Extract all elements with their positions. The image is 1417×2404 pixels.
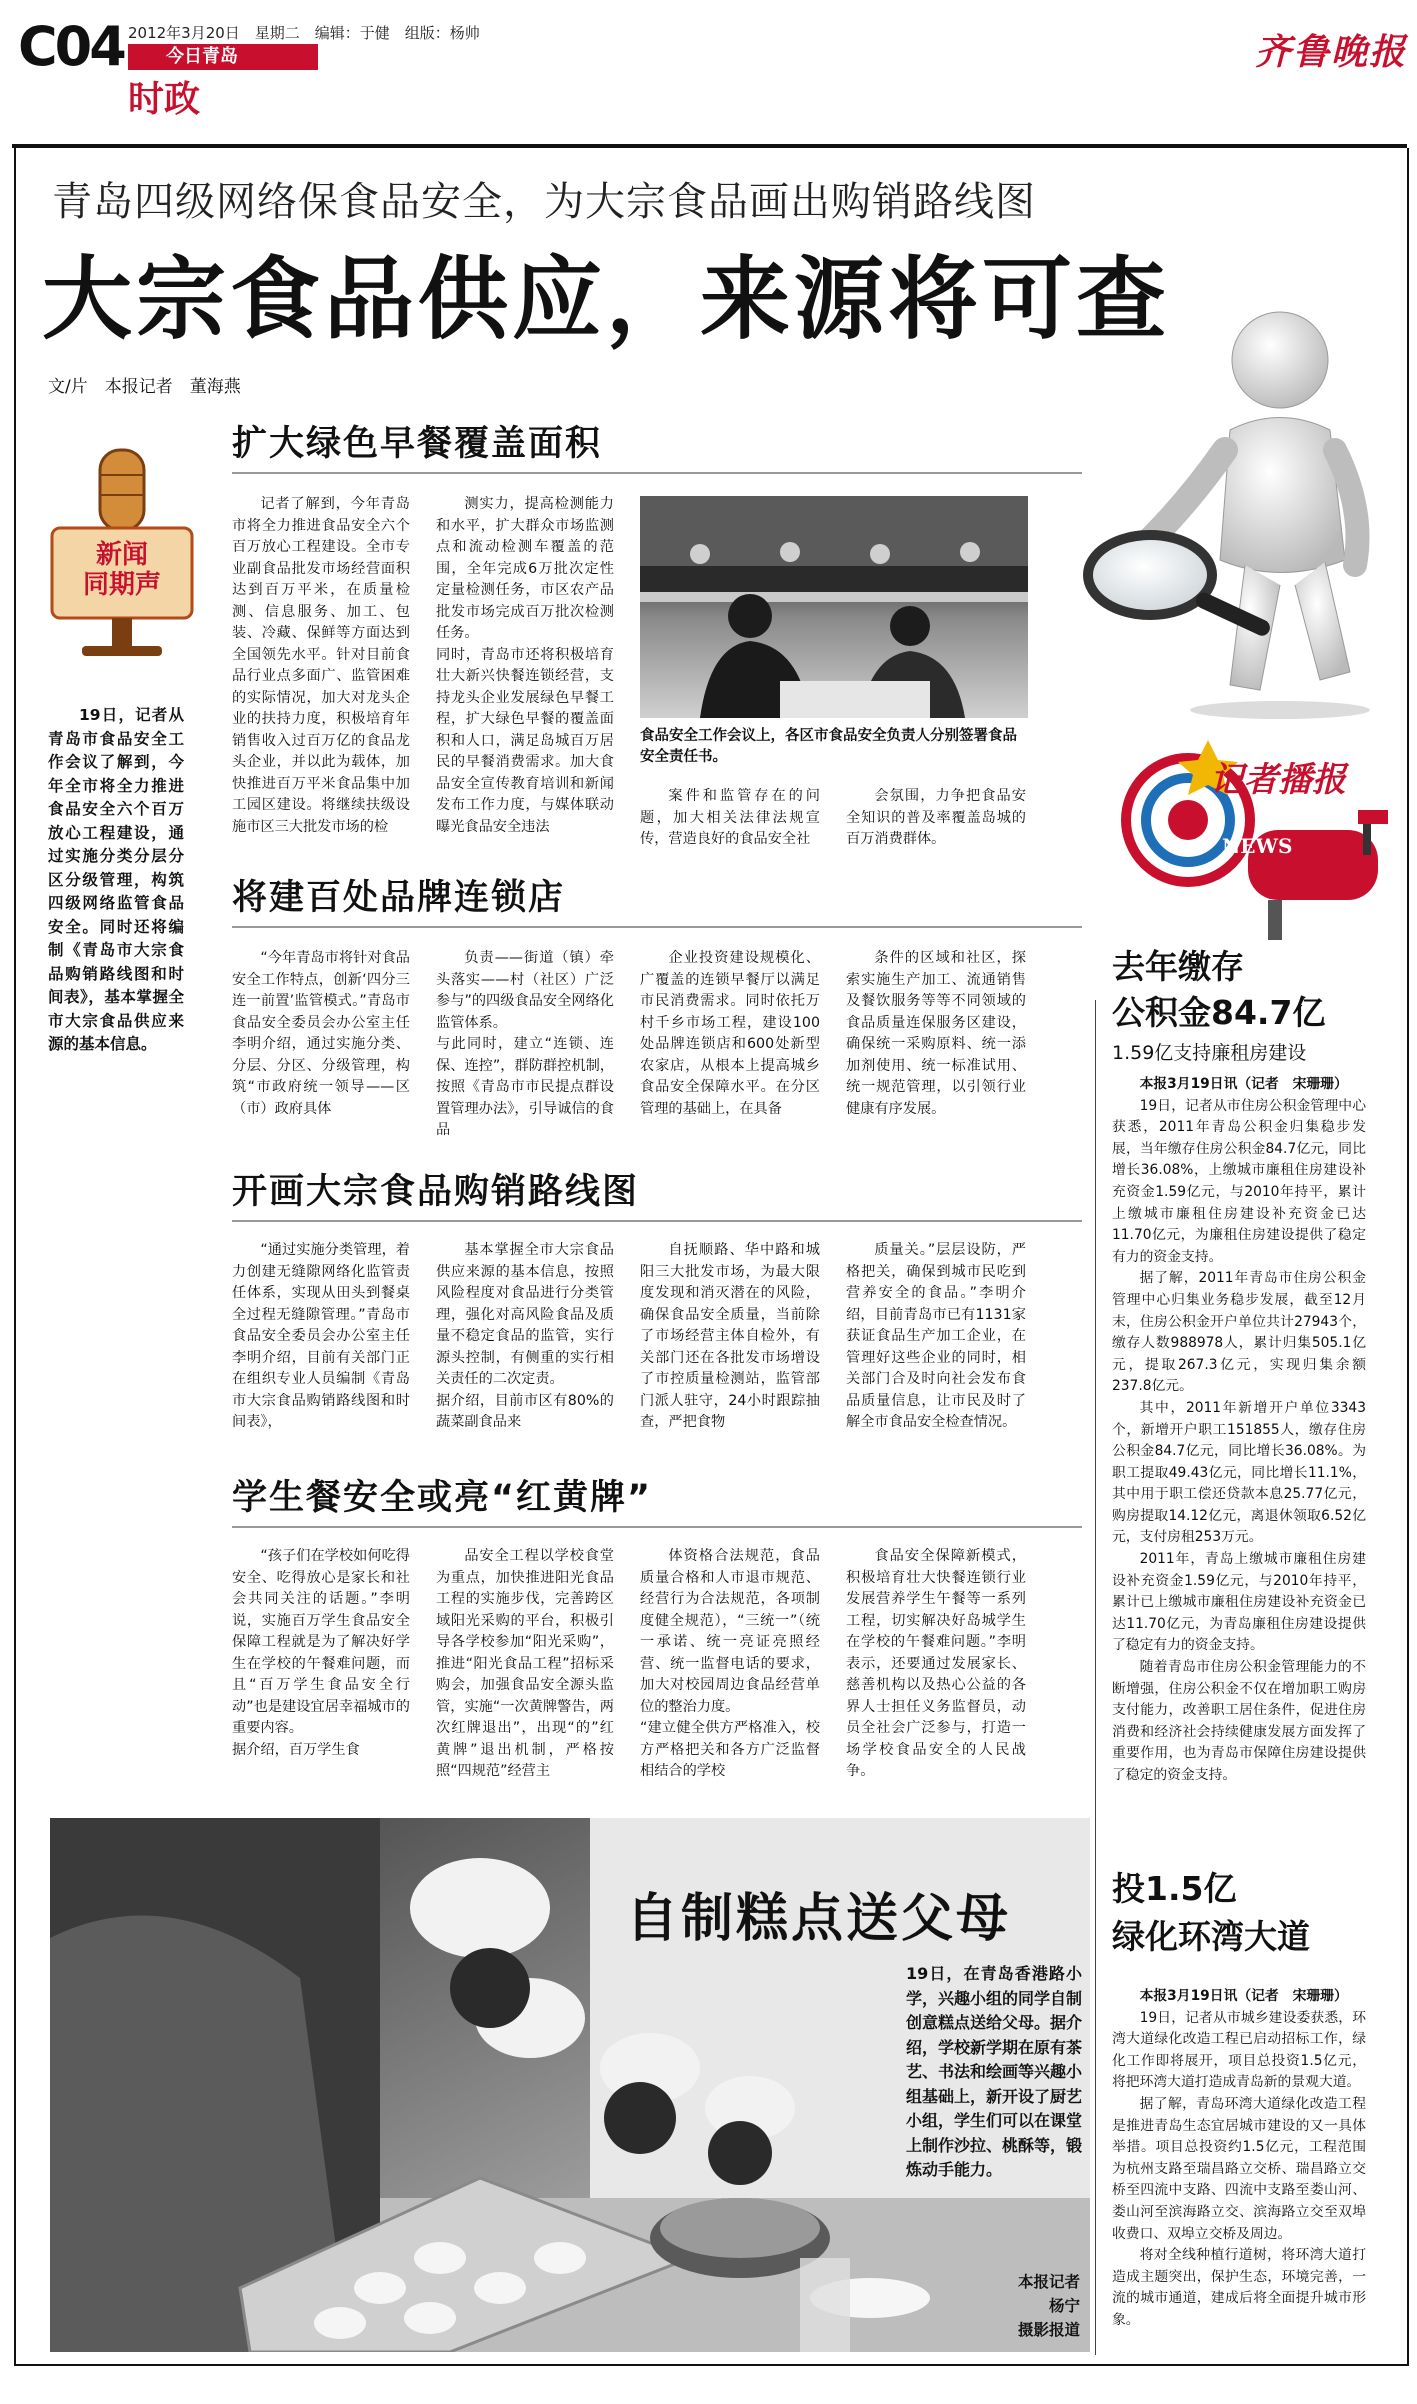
article-headline: 大宗食品供应，来源将可查 [42,247,1170,352]
article-kicker: 青岛四级网络保食品安全，为大宗食品画出购销路线图 [52,179,1036,225]
subhead-student-meals: 学生餐安全或亮“红黄牌” [232,1476,1082,1528]
photo-credit-line1: 本报记者 [1017,2273,1080,2291]
brief2-paragraph: 将对全线种植行道树，将环湾大道打造成主题突出，保护生态，环境完善，一流的城市通道，建成后将全面提升城市形象。 [1112,2247,1366,2328]
brief2-paragraph: 据了解，青岛环湾大道绿化改造工程是推进青岛生态宜居城市建设的又一具体举措。项目总投资约1.5亿元，工程范围为杭州支路至瑞昌路立交桥、瑞昌路立交桥至四流中支路、四流中支路至娄山河、娄山河至滨海路立交、滨海路立交至双埠收费口、双埠立交桥及周边。 [1112,2095,1366,2242]
section4-col4 [846,1546,1026,1790]
mailbox-news-label: NEWS [1222,834,1293,858]
article-byline: 文/片 本报记者 董海燕 [48,377,241,397]
section1-col3-text: 案件和监管存在的问题，加大相关法律法规宣传，营造良好的食品安全社 [640,788,820,847]
section4-col2-text: 品安全工程以学校食堂为重点，加快推进阳光食品工程的实施步伐，完善跨区域阳光采购的平台，积极引导各学校参加“阳光采购”，推进“阳光食品工程”招标采购会，加强食品安全源头监管，实施“一次黄牌警告，两次红牌退出”，出现“的”红黄牌”退出机制，严格按照“四规范”经营主 [436,1548,614,1779]
section3-col3 [640,1240,820,1462]
section4-col1 [232,1546,410,1790]
brief1-title-line1: 去年缴存 [1112,947,1244,986]
brief1-paragraph: 19日，记者从市住房公积金管理中心获悉，2011年青岛公积金归集稳步发展，当年缴存住房公积金84.7亿元，同比增长36.08%，上缴城市廉租住房建设补充资金1.59亿元，与2010年持平，累计上缴城市廉租住房建设补充资金已达11.70亿元，为廉租住房建设提供了稳定有力的资金支持。 [1112,1097,1366,1265]
section2-col1 [232,948,410,1148]
newspaper-logo: 齐鲁晚报 [1255,31,1408,73]
page-number: C04 [18,15,124,78]
photo-credit-line3: 摄影报道 [1017,2321,1080,2339]
section1-col4 [846,786,1026,866]
section4-col2 [436,1546,614,1790]
section4-col4-text: 食品安全保障新模式，积极培育壮大快餐连锁行业发展营养学生午餐等一系列工程，切实解决好岛城学生在学校的午餐难问题。”李明表示，还要通过发展家长、慈善机构以及热心公益的各界人士担任义务监督员，动员全社会广泛参与，打造一场学校食品安全的人民战争。 [846,1548,1026,1779]
brief1-body [1112,1074,1366,1850]
section1-col4-text: 会氛围，力争把食品安全知识的普及率覆盖岛城的百万消费群体。 [846,788,1026,847]
subhead-purchase-route: 开画大宗食品购销路线图 [232,1170,1082,1222]
meeting-photo [640,496,1028,718]
brief2-title-line1: 投1.5亿 [1112,1869,1237,1908]
photo-credit-line2: 杨宁 [1048,2297,1080,2315]
brief1-subtitle: 1.59亿支持廉租房建设 [1112,1042,1307,1064]
section2-col2 [436,948,614,1148]
section3-col2 [436,1240,614,1462]
brief2-dateline: 本报3月19日讯（记者 宋珊珊） [1139,1988,1348,2004]
section1-col2-text: 测实力，提高检测能力和水平，扩大群众市场监测点和流动检测车覆盖的范围，全年完成6万批次定性定量检测任务，市区农产品批发市场完成百万批次检测任务。 同时，青岛市还将积极培育壮大新兴快餐连锁经营，支持龙头企业发展绿色早餐工程，扩大绿色早餐的覆盖面积和人口，满足岛城百万居民的早餐消费需求。加大食品安全宣传教育培训和新闻发布工作力度，与媒体联动曝光食品安全违法 [436,496,614,835]
section2-col3 [640,948,820,1148]
reporter-broadcast-label: 记者播报 [1210,760,1346,800]
section1-col1 [232,494,410,864]
brief2-title-line2: 绿化环湾大道 [1112,1917,1310,1956]
subhead-green-breakfast: 扩大绿色早餐覆盖面积 [232,422,1082,474]
section2-col4-text: 条件的区域和社区，探索实施生产加工、流通销售及餐饮服务等等不同领域的食品质量连保服务区建设，确保统一采购原料、统一添加剂使用、统一标准试用、统一规范管理，以引领行业健康有序发展。 [846,950,1026,1117]
lead-paragraph: 19日，记者从青岛市食品安全工作会议了解到，今年全市将全力推进食品安全六个百万放心工程建设，通过实施分类分层分区分级管理，构筑四级网络监管食品安全。同时还将编制《青岛市大宗食品购销路线图和时间表》，基本掌握全市大宗食品供应来源的基本信息。 [48,706,184,1053]
brief1-paragraph: 据了解，2011年青岛市住房公积金管理中心归集业务稳步发展，截至12月末，住房公积金开户单位共计27943个，缴存人数988978人，累计归集505.1亿元，提取267.3亿元，实现归集余额237.8亿元。 [1112,1270,1366,1395]
subhead-brand-stores: 将建百处品牌连锁店 [232,876,1082,928]
section-tag: 今日青岛 [128,44,318,70]
brief1-paragraph: 随着青岛市住房公积金管理能力的不断增强，住房公积金不仅在增加职工购房支付能力，改善职工居住条件，促进住房消费和经济社会持续健康发展方面发挥了重要作用，也为青岛市保障住房建设提供了稳定的资金支持。 [1112,1659,1366,1783]
section3-col2-text: 基本掌握全市大宗食品供应来源的基本信息，按照风险程度对食品进行分类管理，强化对高风险食品及质量不稳定食品的监管，实行源头控制，有侧重的实行相关责任的二次定责。 据介绍，目前市区有80%的蔬菜副食品来 [436,1242,614,1430]
badge-label: 新闻 同期声 [82,540,161,600]
sidebar-divider [1095,1000,1096,2355]
meeting-photo-caption: 食品安全工作会议上，各区市食品安全负责人分别签署食品安全责任书。 [640,728,1017,765]
brief1-paragraph: 其中，2011年新增开户单位3343个，新增开户职工151855人，缴存住房公积金84.7亿元，同比增长36.08%。为职工提取49.43亿元，同比增长11.1%，其中用于职工偿还贷款本息25.77亿元，购房提取14.12亿元，离退休领取6.52亿元，支付房租253万元。 [1112,1399,1366,1546]
section3-col4-text: 质量关。”层层设防，严格把关，确保到城市民吃到营养安全的食品。”李明介绍，目前青岛市已有1131家获证食品生产加工企业，在管理好这些企业的同时，相关部门合及时向社会发布食品质量信息，让市民及时了解全市食品安全检查情况。 [846,1242,1026,1430]
section2-col3-text: 企业投资建设规模化、广覆盖的连锁早餐厅以满足市民消费需求。同时依托万村千乡市场工程，建设100处品牌连锁店和600处新型农家店，从根本上提高城乡食品安全保障水平。在分区管理的基础上，在具备 [640,950,820,1117]
brief2-paragraph: 19日，记者从市城乡建设委获悉，环湾大道绿化改造工程已启动招标工作，绿化工作即将展开，项目总投资1.5亿元，将把环湾大道打造成青岛新的景观大道。 [1112,2009,1366,2091]
section3-col4 [846,1240,1026,1462]
section4-col3 [640,1546,820,1790]
section1-col3 [640,786,820,866]
brief2-body [1112,1986,1366,2356]
section3-col1-text: “通过实施分类管理，着力创建无缝隙网络化监管责任体系，实现从田头到餐桌全过程无缝隙管理。”青岛市食品安全委员会办公室主任李明介绍，目前有关部门正在组织专业人员编制《青岛市大宗食品购销路线图和时间表》， [232,1242,410,1430]
section3-col1 [232,1240,410,1462]
issue-meta: 2012年3月20日 星期二 编辑：于健 组版：杨帅 [128,24,480,42]
section1-col2 [436,494,614,864]
article-lead [48,704,184,1150]
brief1-title-line2: 公积金84.7亿 [1112,993,1326,1032]
section4-col1-text: “孩子们在学校如何吃得安全、吃得放心是家长和社会共同关注的话题。”李明说，实施百万学生食品安全保障工程就是为了解决好学生在学校的午餐难问题，而且“百万学生食品安全行动”也是建设宜居幸福城市的重要内容。 据介绍，百万学生食 [232,1548,410,1758]
section2-col2-text: 负责——街道（镇）牵头落实——村（社区）广泛参与”的四级食品安全网络化监管体系。 与此同时，建立“连锁、连保、连控”，群防群控机制，按照《青岛市市民提点群设置管理办法》，引导诚信的食品 [436,950,614,1138]
magnifier-figure-icon [1080,300,1380,720]
photo-feature-title: 自制糕点送父母 [626,1889,1012,1949]
meeting-photo-scene-icon [640,496,1028,718]
section1-col1-text: 记者了解到，今年青岛市将全力推进食品安全六个百万放心工程建设。全市专业副食品批发市场经营面积达到百万平米，在质量检测、信息服务、加工、包装、冷藏、保鲜等方面达到全国领先水平。针对目前食品行业点多面广、监管困难的实际情况，加大对龙头企业的扶持力度，积极培育年销售收入过百万亿的食品龙头企业，并以此为载体，加快推进百万平米食品集中加工园区建设。将继续扶级设施市区三大批发市场的检 [232,496,410,835]
photo-feature-caption: 19日，在青岛香港路小学，兴趣小组的同学自制创意糕点送给父母。据介绍，学校新学期在原有茶艺、书法和绘画等兴趣小组基础上，新开设了厨艺小组，学生们可以在课堂上制作沙拉、桃酥等，锻炼动手能力。 [906,1964,1083,2179]
section4-col3-text: 体资格合法规范，食品质量合格和人市退市规范、经营行为合法规范，各项制度健全规范），“三统一”（统一承诺、统一亮证亮照经营、统一监督电话的要求，加大对校园周边食品经营单位的整治力度。 “建立健全供方严格准入，校方严格把关和各方广泛监督相结合的学校 [640,1548,820,1779]
brief1-dateline: 本报3月19日讯（记者 宋珊珊） [1139,1076,1348,1092]
section2-col1-text: “今年青岛市将针对食品安全工作特点，创新‘四分三连一前置’监管模式。”青岛市食品安全委员会办公室主任李明介绍，通过实施分类、分层、分区、分级管理，构筑“市政府统一领导——区（市）政府具体 [232,950,410,1117]
section-name: 时政 [128,79,201,120]
section3-col3-text: 自抚顺路、华中路和城阳三大批发市场，为最大限度发现和消灭潜在的风险，确保食品安全质量，当前除了市场经营主体自检外，有关部门还在各批发市场增设了市控质量检测站，监管部门派人驻守，24小时跟踪抽查，严把食物 [640,1242,820,1430]
section2-col4 [846,948,1026,1148]
brief1-paragraph: 2011年，青岛上缴城市廉租住房建设补充资金1.59亿元，与2010年持平，累计已上缴城市廉租住房建设补充资金已达11.70亿元，为青岛廉租住房建设提供了稳定有力的资金支持。 [1112,1551,1366,1654]
